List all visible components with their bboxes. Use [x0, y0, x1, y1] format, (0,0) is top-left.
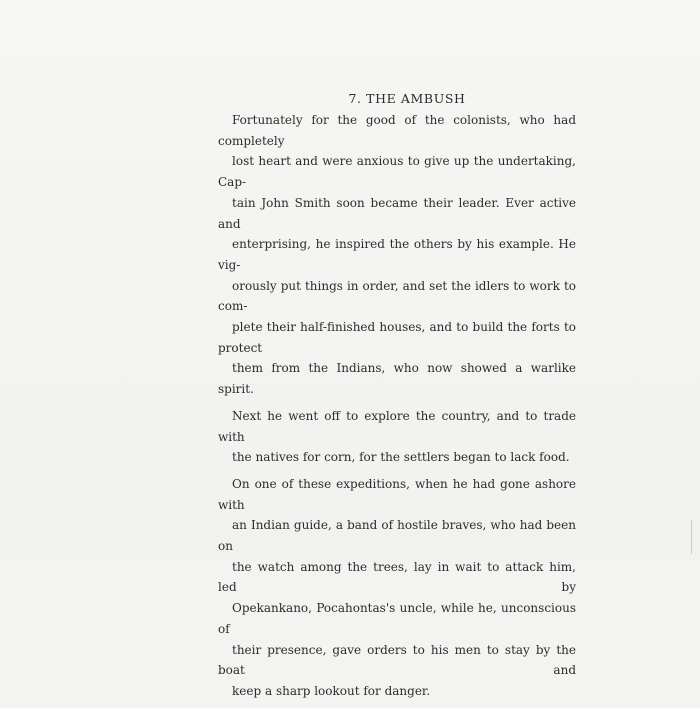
text-line: the watch among the trees, lay in wait to attack him, led by [218, 559, 576, 595]
text-line: the natives for corn, for the settlers began to lack food. [232, 450, 570, 465]
text-line: plete their half-finished houses, and to build the forts to protect [218, 320, 576, 355]
text-block [218, 88, 576, 708]
page-edge-mark [687, 520, 692, 554]
text-line: tain John Smith soon became their leader. Ever active and [218, 195, 576, 231]
paragraph-3 [218, 474, 576, 702]
chapter-title: 7. THE AMBUSH [348, 91, 466, 106]
text-line: Next he went off to explore the country, and to trade with [218, 408, 576, 444]
text-line: keep a sharp lookout for danger. [232, 683, 431, 698]
text-line: enterprising, he inspired the others by his example. He vig- [218, 237, 576, 272]
text-line: orously put things in order, and set the idlers to work to com- [218, 278, 576, 314]
paragraph-2 [218, 406, 576, 468]
text-line: their presence, gave orders to his men to stay by the boat and [218, 642, 576, 678]
paragraph-1 [218, 110, 576, 400]
text-line: lost heart and were anxious to give up the undertaking, Cap- [218, 154, 576, 190]
text-line: Fortunately for the good of the colonists, who had completely [218, 113, 576, 148]
text-line: On one of these expeditions, when he had gone ashore with [218, 476, 576, 512]
text-line: them from the Indians, who now showed a warlike spirit. [218, 361, 576, 397]
text-line: an Indian guide, a band of hostile braves, who had been on [218, 518, 576, 554]
text-line: Opekankano, Pocahontas's uncle, while he, unconscious of [218, 601, 576, 636]
